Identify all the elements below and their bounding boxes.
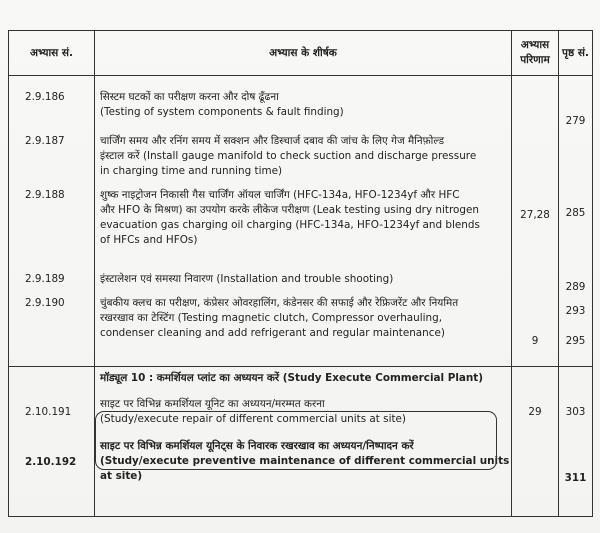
- module-10-numbers: [9, 367, 95, 517]
- title-line: in charging time and running time): [100, 165, 283, 177]
- header-exercise-title: अभ्यास के शीर्षक: [95, 31, 512, 76]
- title-line: इंस्टालेशन एवं समस्या निवारण (Installation and trouble shooting): [100, 273, 394, 285]
- module-10-titles: [95, 367, 512, 517]
- module-9-numbers: [9, 76, 95, 367]
- module-9-pages: [559, 76, 593, 367]
- module-9-titles: [95, 76, 512, 367]
- header-page-number: पृष्ठ सं.: [559, 31, 593, 76]
- exercise-title[interactable]: [100, 397, 406, 427]
- exercise-number: 2.9.188: [25, 189, 65, 201]
- title-line: साइट पर विभिन्न कमर्शियल यूनिट्स के निवारक रखरखाव का अध्ययन/निष्पादन करें: [100, 440, 414, 452]
- exercise-number: 2.10.192: [25, 456, 77, 468]
- header-row: [9, 31, 593, 76]
- title-line: condenser cleaning and add refrigerant and regular maintenance): [100, 327, 445, 339]
- title-line: चुंबकीय क्लच का परीक्षण, कंप्रेसर ओवरहालिंग, कंडेनसर की सफाई और रेफ्रिजरेंट और नियमित: [100, 297, 459, 309]
- page-number[interactable]: 289: [565, 281, 586, 293]
- exercise-title[interactable]: [100, 90, 344, 120]
- exercise-title[interactable]: [100, 296, 458, 341]
- module-9-results: [512, 76, 559, 367]
- page-number[interactable]: 279: [565, 115, 586, 127]
- title-line: और HFO के मिश्रण) का उपयोग करके लीकेज परीक्षण (Leak testing using dry nitrogen: [100, 204, 479, 216]
- exercise-title[interactable]: [100, 188, 480, 248]
- title-line: (Testing of system components & fault finding): [100, 106, 344, 118]
- header-exercise-number: अभ्यास सं.: [9, 31, 95, 76]
- title-line: रखरखाव का टेस्टिंग (Testing magnetic clutch, Compressor overhauling,: [100, 312, 442, 324]
- exercise-title[interactable]: [100, 134, 476, 179]
- exercise-number: 2.10.191: [25, 406, 72, 418]
- title-line: (Study/execute repair of different commercial units at site): [100, 413, 406, 425]
- module-9-body: [9, 76, 593, 367]
- page-number[interactable]: 295: [565, 335, 586, 347]
- module-10-body: [9, 367, 593, 517]
- header-exercise-result: अभ्यास परिणाम: [512, 31, 559, 76]
- title-line: at site): [100, 470, 143, 482]
- exercise-title[interactable]: [100, 439, 509, 484]
- contents-table: [8, 30, 593, 517]
- module-10-results: [512, 367, 559, 517]
- page-number[interactable]: 303: [565, 406, 586, 418]
- page-number[interactable]: 311: [564, 472, 587, 484]
- exercise-result: 29: [528, 406, 542, 418]
- exercise-number: 2.9.189: [25, 273, 65, 285]
- exercise-number: 2.9.190: [25, 297, 65, 309]
- title-line: evacuation gas charging oil charging (HFC-134a, HFO-1234yf and blends: [100, 219, 480, 231]
- exercise-result: 9: [531, 335, 539, 347]
- title-line: चार्जिंग समय और रनिंग समय में सक्शन और डिस्चार्ज दबाव की जांच के लिए गेज मैनिफ़ोल्ड: [100, 135, 445, 147]
- exercise-result: 27,28: [520, 209, 550, 221]
- title-line: (Study/execute preventive maintenance of different commercial units: [100, 455, 510, 467]
- title-line: इंस्टाल करें (Install gauge manifold to check suction and discharge pressure: [100, 150, 477, 162]
- title-line: of HFCs and HFOs): [100, 234, 198, 246]
- exercise-number: 2.9.187: [25, 135, 65, 147]
- title-line: शुष्क नाइट्रोजन निकासी गैस चार्जिंग ऑयल चार्जिंग (HFC-134a, HFO-1234yf और HFC: [100, 189, 460, 201]
- page-number[interactable]: 285: [565, 207, 586, 219]
- module-10-pages: [559, 367, 593, 517]
- title-line: सिस्टम घटकों का परीक्षण करना और दोष ढूँढना: [100, 91, 279, 103]
- module-heading: मॉड्यूल 10 : कमर्शियल प्लांट का अध्ययन करें (Study Execute Commercial Plant): [100, 372, 484, 384]
- page-number[interactable]: 293: [565, 305, 586, 317]
- title-line: साइट पर विभिन्न कमर्शियल यूनिट का अध्ययन/मरम्मत करना: [100, 398, 325, 410]
- exercise-title[interactable]: [100, 272, 393, 287]
- exercise-number: 2.9.186: [25, 91, 65, 103]
